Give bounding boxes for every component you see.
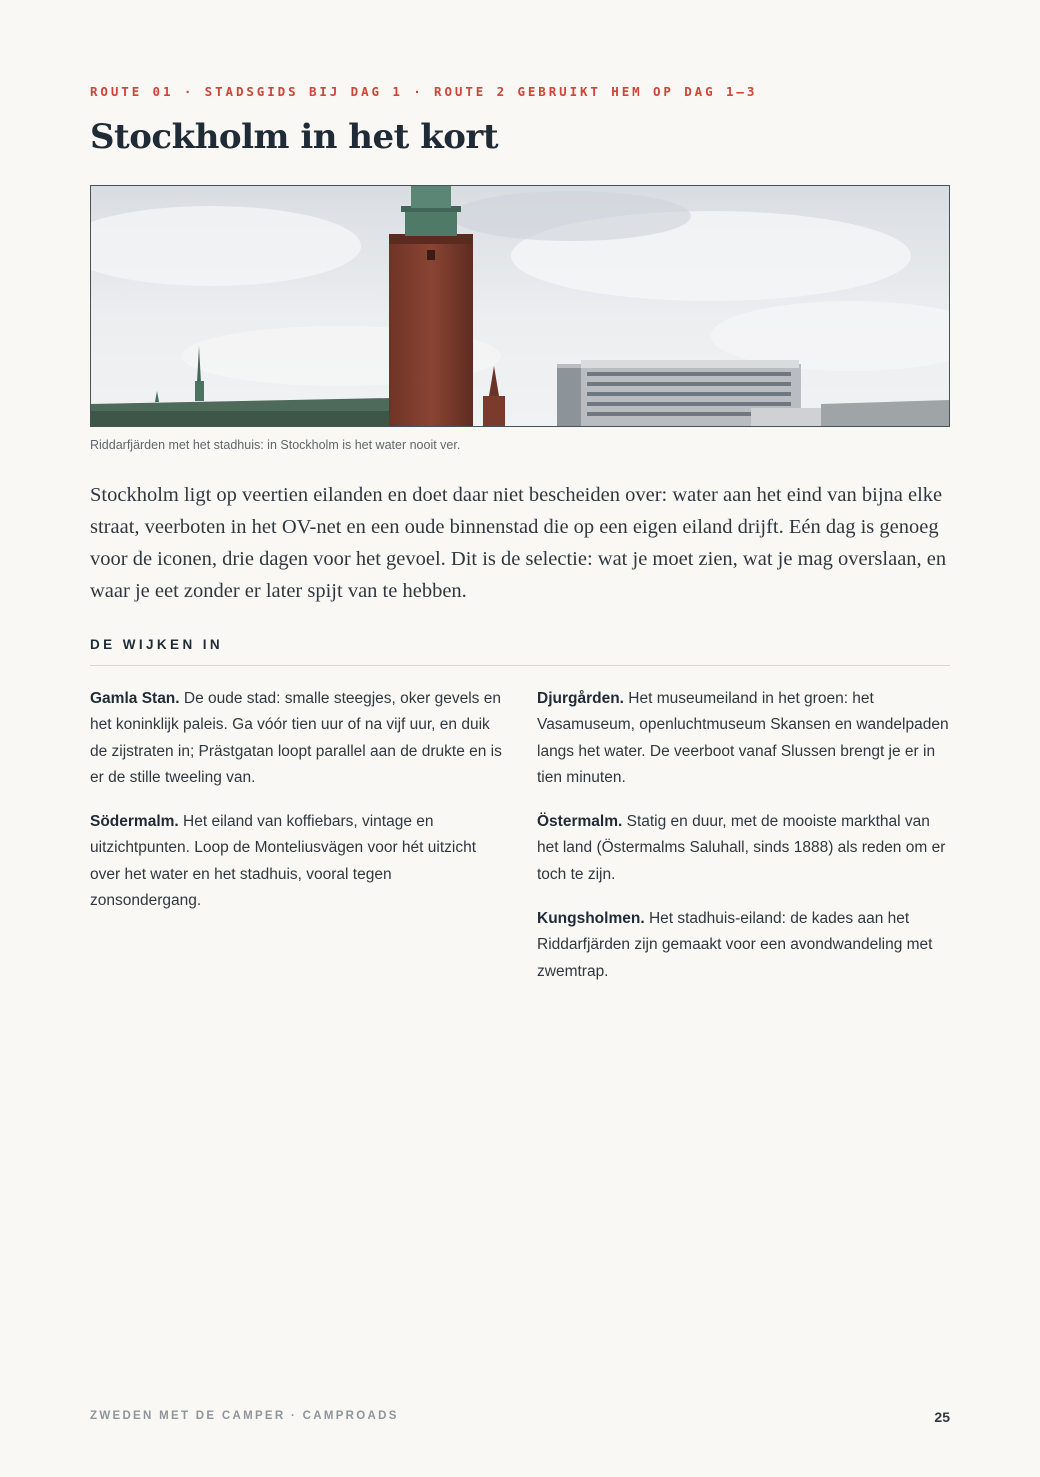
district-name: Östermalm. [537,813,623,831]
district-djurgarden [537,686,952,791]
district-gamla-stan [90,686,505,791]
page-number: 25 [934,1409,950,1425]
route-kicker: ROUTE 01 · STADSGIDS BIJ DAG 1 · ROUTE 2 GEBRUIKT HEM OP DAG 1–3 [90,84,758,99]
section-heading: DE WIJKEN IN [90,637,224,652]
district-name: Gamla Stan. [90,690,180,707]
district-text: De oude stad: smalle steegjes, oker gevels en het koninklijk paleis. Ga vóór tien uur of na vijf uur, en duik de zijstraten in; Prästgatan loopt parallel aan de drukte en is er de stille tweeling van. [90,690,502,786]
district-text: Statig en duur, met de mooiste markthal van het land (Östermalms Saluhall, sinds 1888) als reden om er toch te zijn. [537,813,946,883]
district-ostermalm [537,809,952,888]
districts-column-left [90,686,505,932]
district-text: Het museumeiland in het groen: het Vasamuseum, openluchtmuseum Skansen en wandelpaden langs het water. De veerboot vanaf Slussen brengt je er in tien minuten. [537,690,949,786]
district-kungsholmen [537,906,952,985]
districts-column-right [537,686,952,1003]
photo-caption: Riddarfjärden met het stadhuis: in Stockholm is het water nooit ver. [90,438,461,452]
district-name: Kungsholmen. [537,910,645,928]
district-sodermalm [90,809,505,914]
district-name: Djurgården. [537,690,624,707]
intro-paragraph: Stockholm ligt op veertien eilanden en doet daar niet bescheiden over: water aan het eind van bijna elke straat, veerboten in het OV-net en een oude binnenstad die op een eigen eiland drijft. Eén dag is genoeg voor de iconen, drie dagen voor het gevoel. Dit is de selectie: wat je moet zien, wat je mag overslaan, en waar je eet zonder er later spijt van te hebben. [90,484,947,602]
page-title: Stockholm in het kort [90,117,499,157]
stockholm-city-hall-photo [90,185,950,427]
district-text: Het eiland van koffiebars, vintage en uitzichtpunten. Loop de Monteliusvägen voor hét uitzicht over het water en het stadhuis, vooral tegen zonsondergang. [90,813,477,910]
district-text: Het stadhuis-eiland: de kades aan het Riddarfjärden zijn gemaakt voor een avondwandeling met zwemtrap. [537,910,933,980]
footer-publication: ZWEDEN MET DE CAMPER · CAMPROADS [90,1410,399,1422]
section-divider [90,665,950,666]
district-name: Södermalm. [90,813,179,831]
page [90,0,950,1477]
